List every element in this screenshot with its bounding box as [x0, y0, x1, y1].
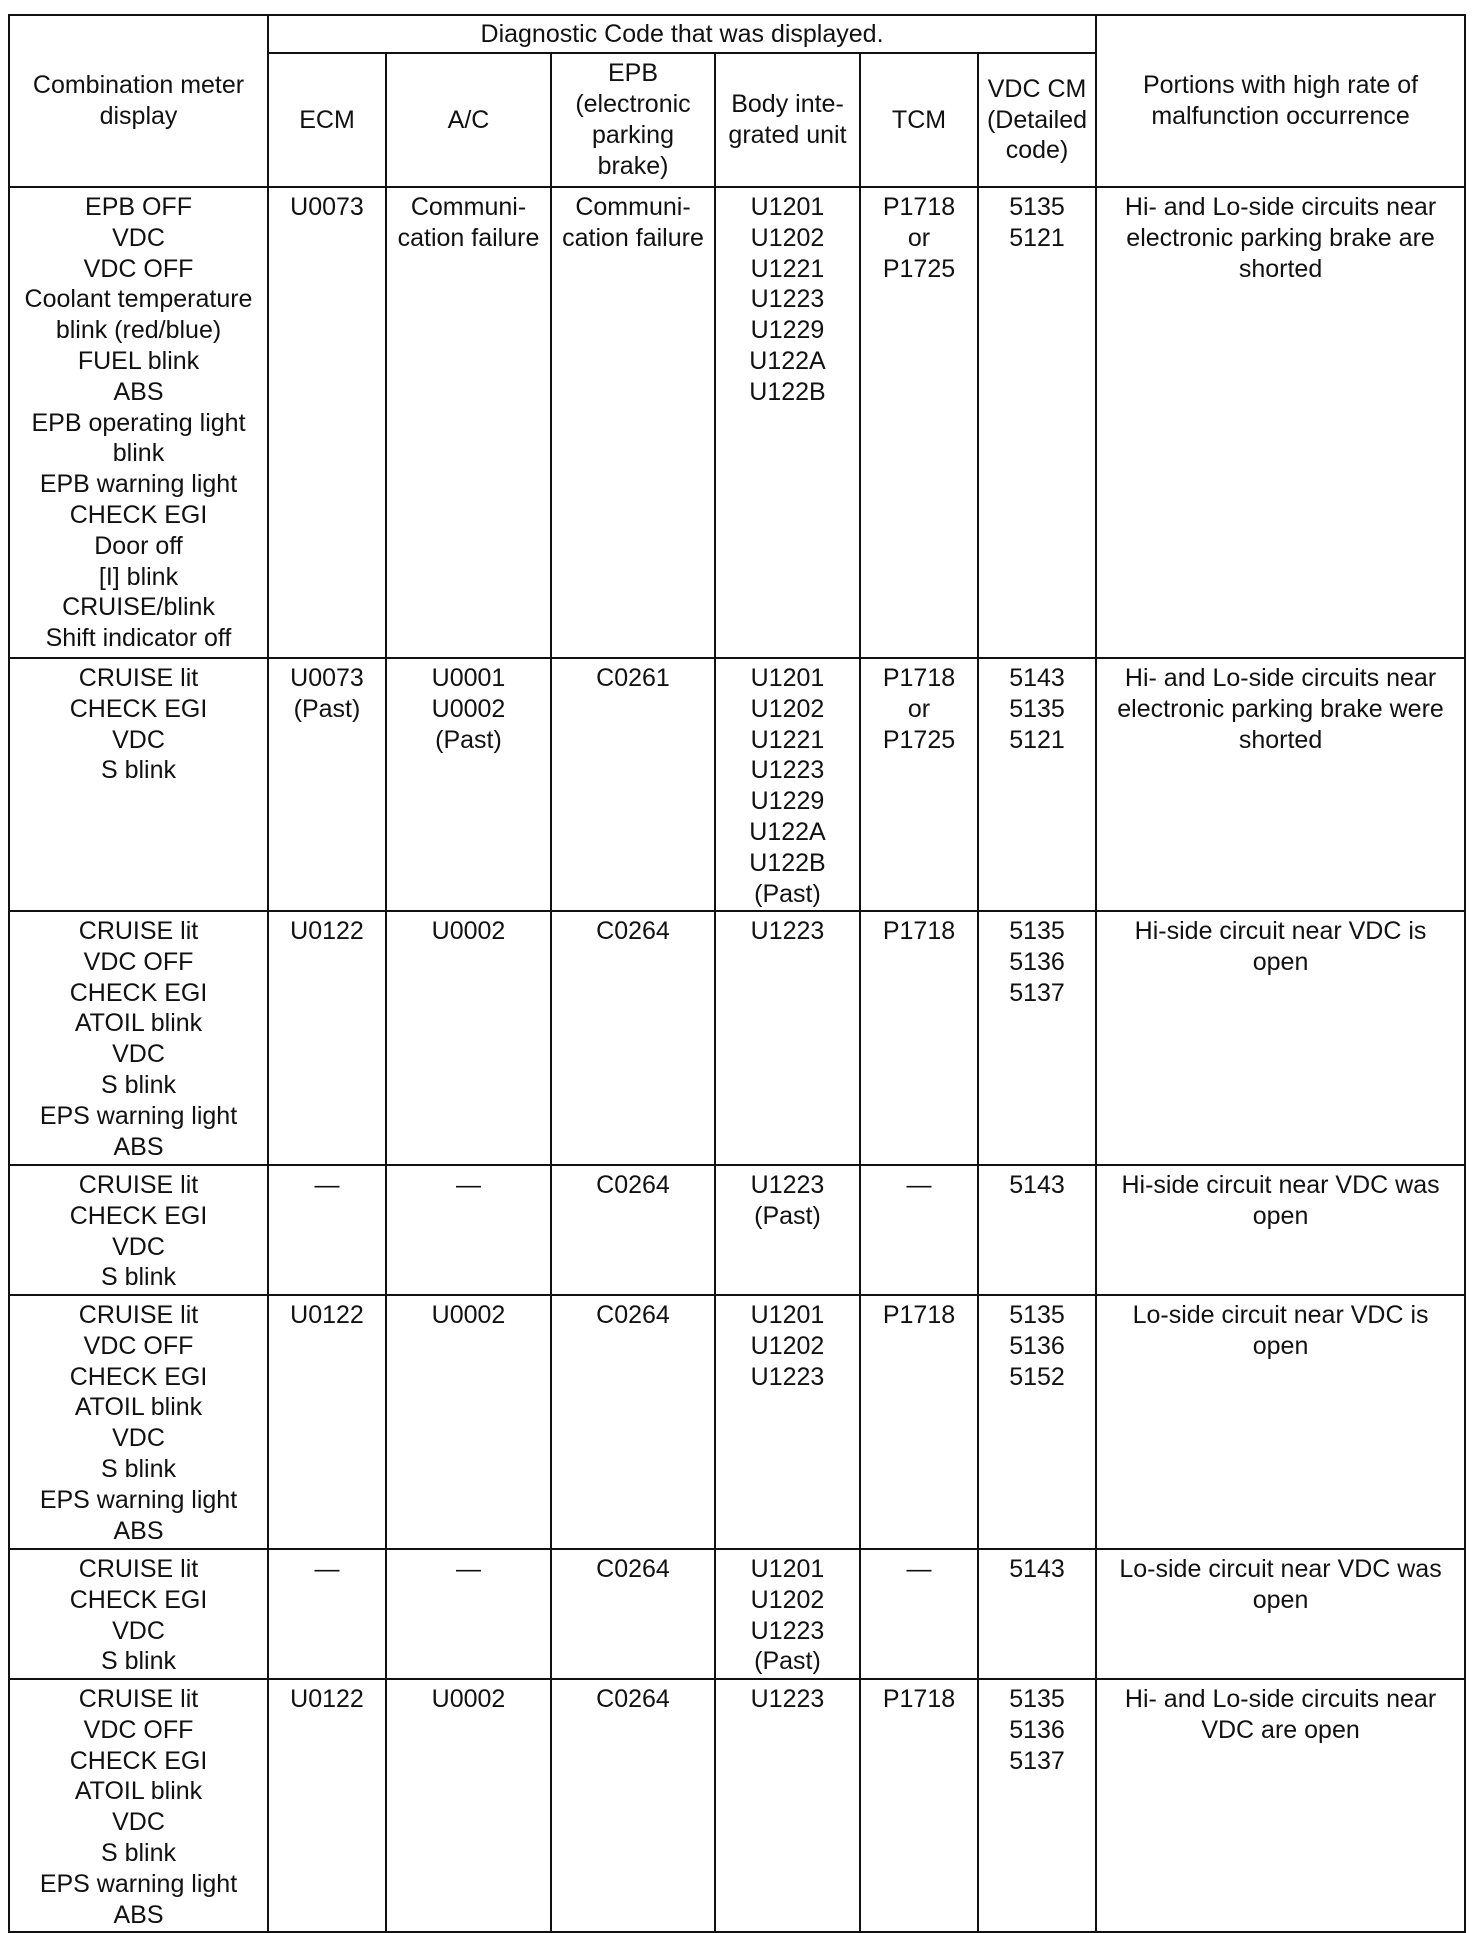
cell-meter-display: CRUISE lit CHECK EGI VDC S blink [9, 1165, 268, 1295]
cell-body-integrated-unit: U1223 [715, 911, 860, 1165]
cell-meter-display: EPB OFF VDC VDC OFF Coolant temperature blink (red/blue) FUEL blink ABS EPB operating light blink EPB warning light CHECK EGI Door off [I] blink CRUISE/blink Shift indicator off [9, 187, 268, 658]
table-row [9, 1679, 1465, 1932]
cell-ecm: — [268, 1549, 386, 1679]
cell-vdc-cm: 5143 5135 5121 [978, 658, 1096, 911]
table-row [9, 187, 1465, 658]
table-row [9, 658, 1465, 911]
cell-ac: U0001 U0002 (Past) [386, 658, 551, 911]
cell-portions: Hi- and Lo-side circuits near electronic parking brake are shorted [1096, 187, 1465, 658]
header-vdc-cm: VDC CM (Detailed code) [978, 53, 1096, 187]
cell-ecm: U0122 [268, 1679, 386, 1932]
cell-portions: Lo-side circuit near VDC was open [1096, 1549, 1465, 1679]
table-row [9, 1295, 1465, 1549]
cell-portions: Hi- and Lo-side circuits near VDC are open [1096, 1679, 1465, 1932]
cell-ecm: U0122 [268, 1295, 386, 1549]
cell-ecm: — [268, 1165, 386, 1295]
cell-vdc-cm: 5135 5136 5137 [978, 1679, 1096, 1932]
cell-ecm: U0073 (Past) [268, 658, 386, 911]
cell-meter-display: CRUISE lit CHECK EGI VDC S blink [9, 1549, 268, 1679]
cell-vdc-cm: 5143 [978, 1549, 1096, 1679]
cell-portions: Hi-side circuit near VDC was open [1096, 1165, 1465, 1295]
cell-ac: Communi- cation failure [386, 187, 551, 658]
cell-meter-display: CRUISE lit CHECK EGI VDC S blink [9, 658, 268, 911]
cell-tcm: P1718 [860, 1295, 978, 1549]
cell-body-integrated-unit: U1223 (Past) [715, 1165, 860, 1295]
cell-portions: Hi- and Lo-side circuits near electronic parking brake were shorted [1096, 658, 1465, 911]
header-tcm: TCM [860, 53, 978, 187]
cell-body-integrated-unit: U1201 U1202 U1223 (Past) [715, 1549, 860, 1679]
cell-tcm: — [860, 1549, 978, 1679]
header-ecm: ECM [268, 53, 386, 187]
cell-body-integrated-unit: U1201 U1202 U1223 [715, 1295, 860, 1549]
cell-ac: U0002 [386, 1679, 551, 1932]
cell-body-integrated-unit: U1201 U1202 U1221 U1223 U1229 U122A U122B [715, 187, 860, 658]
header-epb: EPB (electronic parking brake) [551, 53, 715, 187]
header-ac: A/C [386, 53, 551, 187]
cell-meter-display: CRUISE lit VDC OFF CHECK EGI ATOIL blink VDC S blink EPS warning light ABS [9, 1295, 268, 1549]
cell-portions: Hi-side circuit near VDC is open [1096, 911, 1465, 1165]
cell-tcm: — [860, 1165, 978, 1295]
table-body [9, 187, 1465, 1932]
cell-tcm: P1718 [860, 1679, 978, 1932]
cell-epb: C0261 [551, 658, 715, 911]
cell-portions: Lo-side circuit near VDC is open [1096, 1295, 1465, 1549]
cell-epb: Communi- cation failure [551, 187, 715, 658]
header-body-integrated-unit: Body inte- grated unit [715, 53, 860, 187]
table-row [9, 1549, 1465, 1679]
header-combination-meter-display: Combination meter display [9, 15, 268, 187]
cell-vdc-cm: 5135 5136 5152 [978, 1295, 1096, 1549]
cell-meter-display: CRUISE lit VDC OFF CHECK EGI ATOIL blink VDC S blink EPS warning light ABS [9, 911, 268, 1165]
cell-ac: — [386, 1549, 551, 1679]
cell-vdc-cm: 5135 5121 [978, 187, 1096, 658]
table-header [9, 15, 1465, 187]
diagnostic-code-table [8, 14, 1466, 1933]
cell-ac: — [386, 1165, 551, 1295]
cell-epb: C0264 [551, 1165, 715, 1295]
header-diagnostic-code-group: Diagnostic Code that was displayed. [268, 15, 1096, 53]
cell-vdc-cm: 5143 [978, 1165, 1096, 1295]
cell-vdc-cm: 5135 5136 5137 [978, 911, 1096, 1165]
cell-tcm: P1718 or P1725 [860, 187, 978, 658]
cell-epb: C0264 [551, 911, 715, 1165]
cell-ecm: U0122 [268, 911, 386, 1165]
header-portions-high-rate: Portions with high rate of malfunction occurrence [1096, 15, 1465, 187]
cell-epb: C0264 [551, 1295, 715, 1549]
cell-epb: C0264 [551, 1679, 715, 1932]
table-row [9, 1165, 1465, 1295]
cell-tcm: P1718 [860, 911, 978, 1165]
cell-epb: C0264 [551, 1549, 715, 1679]
cell-tcm: P1718 or P1725 [860, 658, 978, 911]
cell-meter-display: CRUISE lit VDC OFF CHECK EGI ATOIL blink VDC S blink EPS warning light ABS [9, 1679, 268, 1932]
cell-ac: U0002 [386, 1295, 551, 1549]
cell-ecm: U0073 [268, 187, 386, 658]
header-row-group [9, 15, 1465, 53]
cell-body-integrated-unit: U1201 U1202 U1221 U1223 U1229 U122A U122B (Past) [715, 658, 860, 911]
cell-body-integrated-unit: U1223 [715, 1679, 860, 1932]
cell-ac: U0002 [386, 911, 551, 1165]
table-row [9, 911, 1465, 1165]
